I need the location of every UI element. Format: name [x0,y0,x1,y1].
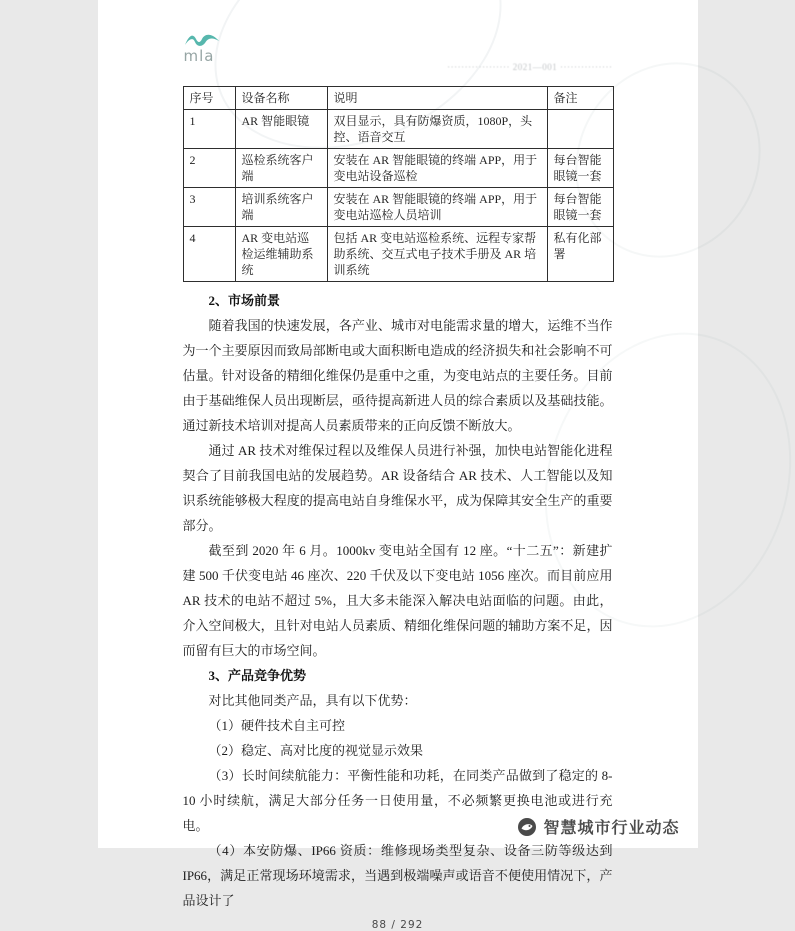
list-item: （3）长时间续航能力：平衡性能和功耗，在同类产品做到了稳定的 8-10 小时续航，满足大部分任务一日使用量，不必频繁更换电池或进行充电。 [182,768,613,833]
cell-note [547,110,613,149]
section-title-market: 2、市场前景 [208,293,281,308]
document-page [98,0,698,931]
company-logo [184,32,244,65]
cell-name: AR 变电站巡检运维辅助系统 [235,227,327,282]
table-header-row [183,87,613,110]
list-item: （1）硬件技术自主可控 [208,718,346,733]
footer-brand-name: 智慧城市行业动态 [543,820,680,837]
cell-desc: 安装在 AR 智能眼镜的终端 APP，用于变电站设备巡检 [327,149,547,188]
paragraph: 通过 AR 技术对维保过程以及维保人员进行补强，加快电站智能化进程契合了目前我国电站的发展趋势。AR 设备结合 AR 技术、人工智能以及知识系统能够极大程度的提高电站自身维保水平，成为保障其安全生产的重要部分。 [182,443,613,533]
cell-name: 培训系统客户端 [235,188,327,227]
table-row [183,188,613,227]
cell-note: 每台智能眼镜一套 [547,149,613,188]
page-content [183,86,613,931]
cell-desc: 包括 AR 变电站巡检系统、远程专家帮助系统、交互式电子技术手册及 AR 培训系统 [327,227,547,282]
paragraph: 随着我国的快速发展，各产业、城市对电能需求量的增大，运维不当作为一个主要原因而致局部断电或大面积断电造成的经济损失和社会影响不可估量。针对设备的精细化维保仍是重中之重，为变电站点的主要任务。目前由于基础维保人员出现断层，亟待提高新进人员的综合素质以及基础技能。通过新技术培训对提高人员素质带来的正向反馈不断放大。 [182,318,613,433]
col-header-no: 序号 [183,87,235,110]
section-title-advantages: 3、产品竞争优势 [208,668,307,683]
col-header-name: 设备名称 [235,87,327,110]
equipment-table [183,86,614,282]
table-row [183,227,613,282]
col-header-desc: 说明 [327,87,547,110]
document-reference-number: ·················· 2021—001 ··············· [447,62,613,72]
cell-name: AR 智能眼镜 [235,110,327,149]
list-item: （2）稳定、高对比度的视觉显示效果 [208,743,424,758]
cell-note: 每台智能眼镜一套 [547,188,613,227]
list-item: （4）本安防爆、IP66 资质：维修现场类型复杂、设备三防等级达到 IP66，满足正常现场环境需求，当遇到极端噪声或语音不便使用情况下，产品设计了 [182,843,613,908]
cell-no: 4 [183,227,235,282]
table-row [183,149,613,188]
cell-no: 3 [183,188,235,227]
cell-desc: 双目显示，具有防爆资质，1080P，头控、语音交互 [327,110,547,149]
footer-brand [517,815,679,838]
brand-logo-icon [517,817,537,837]
paragraph: 截至到 2020 年 6 月。1000kv 变电站全国有 12 座。“十二五”：新建扩建 500 千伏变电站 46 座次、220 千伏及以下变电站 1056 座次。而目前应用 AR 技术的电站不超过 5%，且大多未能深入解决电站面临的问题。由此，介入空间极大，且针对电站人员素质、精细化维保问题的辅助方案不足，因而留有巨大的市场空间。 [182,543,613,658]
cell-no: 2 [183,149,235,188]
page-number: 88 / 292 [371,919,424,931]
logo-text: mla [183,47,215,65]
paragraph: 对比其他同类产品，具有以下优势： [208,693,417,708]
table-row [183,110,613,149]
cell-name: 巡检系统客户端 [235,149,327,188]
logo-wave-icon [184,32,220,48]
cell-desc: 安装在 AR 智能眼镜的终端 APP，用于变电站巡检人员培训 [327,188,547,227]
cell-no: 1 [183,110,235,149]
col-header-note: 备注 [547,87,613,110]
cell-note: 私有化部署 [547,227,613,282]
